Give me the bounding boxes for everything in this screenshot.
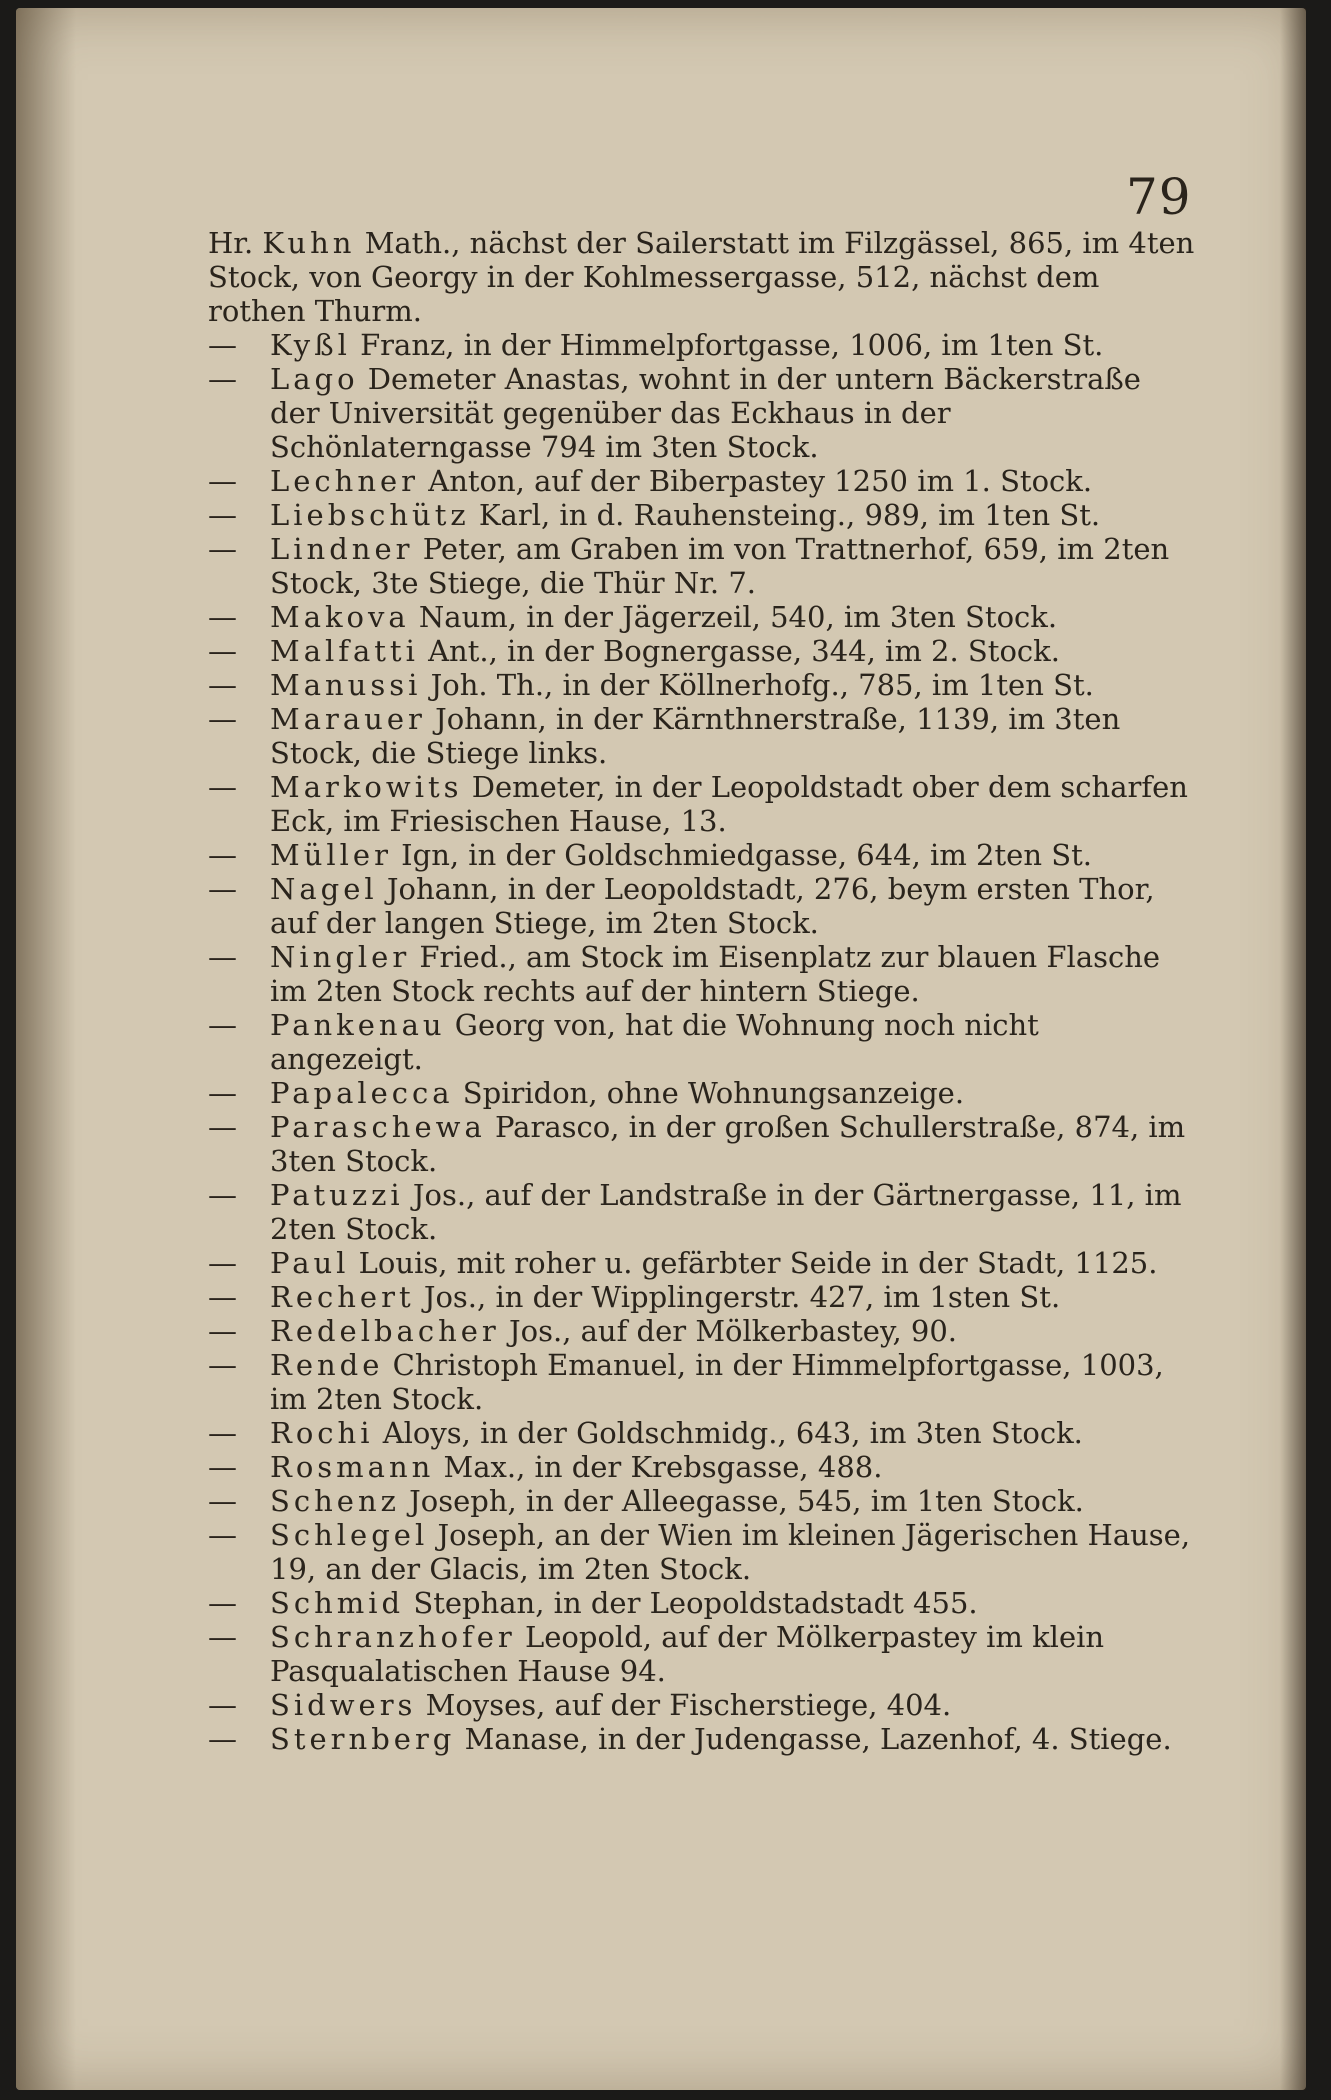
entry-name: Makova bbox=[270, 600, 410, 634]
entry-text: Naum, in der Jägerzeil, 540, im 3ten Stock. bbox=[418, 600, 1058, 634]
entry-dash: — bbox=[208, 498, 237, 532]
entry-text: Manase, in der Judengasse, Lazenhof, 4. Stiege. bbox=[464, 1722, 1172, 1756]
directory-entry bbox=[208, 1586, 1198, 1620]
entry-name: Lechner bbox=[270, 464, 420, 498]
entry-text: Johann, in der Kärnthnerstraße, 1139, im 3ten Stock, die Stiege links. bbox=[270, 702, 1121, 770]
entry-dash: — bbox=[208, 600, 237, 634]
book-page bbox=[16, 8, 1306, 2090]
entry-text: Franz, in der Himmelpfortgasse, 1006, im 1ten St. bbox=[360, 328, 1104, 362]
entry-prefix: Hr. bbox=[208, 226, 254, 260]
entry-text: Anton, auf der Biberpastey 1250 im 1. Stock. bbox=[428, 464, 1093, 498]
entry-name: Müller bbox=[270, 838, 392, 872]
entry-name: Schlegel bbox=[270, 1518, 429, 1552]
entry-dash: — bbox=[208, 770, 237, 804]
directory-entry bbox=[208, 1620, 1198, 1688]
entry-name: Patuzzi bbox=[270, 1178, 404, 1212]
entry-text: Jos., in der Wipplingerstr. 427, im 1sten St. bbox=[423, 1280, 1061, 1314]
entry-text: Moyses, auf der Fischerstiege, 404. bbox=[425, 1688, 952, 1722]
directory-entry bbox=[208, 328, 1198, 362]
entry-name: Lago bbox=[270, 362, 359, 396]
entry-name: Liebschütz bbox=[270, 498, 470, 532]
directory-entry bbox=[208, 1688, 1198, 1722]
entry-text: Math., nächst der Sailerstatt im Filzgässel, 865, im 4ten Stock, von Georgy in der Kohlmessergasse, 512, nächst dem rothen Thurm. bbox=[208, 226, 1195, 328]
entry-text: Karl, in d. Rauhensteing., 989, im 1ten St. bbox=[478, 498, 1101, 532]
entry-text: Aloys, in der Goldschmidg., 643, im 3ten Stock. bbox=[382, 1416, 1083, 1450]
entry-text: Max., in der Krebsgasse, 488. bbox=[443, 1450, 883, 1484]
page-gutter-shadow bbox=[16, 8, 76, 2090]
entry-name: Rende bbox=[270, 1348, 384, 1382]
directory-entry bbox=[208, 600, 1198, 634]
directory-entry bbox=[208, 362, 1198, 464]
entry-dash: — bbox=[208, 1076, 237, 1110]
entry-dash: — bbox=[208, 362, 237, 396]
directory-entry bbox=[208, 1348, 1198, 1416]
entry-text: Fried., am Stock im Eisenplatz zur blauen Flasche im 2ten Stock rechts auf der hintern Stiege. bbox=[270, 940, 1161, 1008]
entry-name: Schmid bbox=[270, 1586, 405, 1620]
entry-text: Peter, am Graben im von Trattnerhof, 659, im 2ten Stock, 3te Stiege, die Thür Nr. 7. bbox=[270, 532, 1170, 600]
directory-entry bbox=[208, 1450, 1198, 1484]
directory-entry bbox=[208, 872, 1198, 940]
entry-text: Demeter, in der Leopoldstadt ober dem scharfen Eck, im Friesischen Hause, 13. bbox=[270, 770, 1188, 838]
directory-entry bbox=[208, 1314, 1198, 1348]
entry-text: Ign, in der Goldschmiedgasse, 644, im 2ten St. bbox=[401, 838, 1092, 872]
entry-name: Paul bbox=[270, 1246, 350, 1280]
entry-dash: — bbox=[208, 1280, 237, 1314]
directory-entry bbox=[208, 770, 1198, 838]
entry-name: Marauer bbox=[270, 702, 426, 736]
entry-name: Sidwers bbox=[270, 1688, 417, 1722]
entry-dash: — bbox=[208, 1314, 237, 1348]
directory-entry bbox=[208, 1518, 1198, 1586]
entry-text: Jos., auf der Mölkerbastey, 90. bbox=[509, 1314, 958, 1348]
entry-dash: — bbox=[208, 634, 237, 668]
entry-name: Ningler bbox=[270, 940, 411, 974]
entry-dash: — bbox=[208, 1688, 237, 1722]
page-edge bbox=[1280, 8, 1306, 2090]
entry-dash: — bbox=[208, 1246, 237, 1280]
directory-entry bbox=[208, 464, 1198, 498]
directory-entry bbox=[208, 1416, 1198, 1450]
entry-text: Ant., in der Bognergasse, 344, im 2. Stock. bbox=[428, 634, 1060, 668]
directory-entry bbox=[208, 838, 1198, 872]
entry-name: Rosmann bbox=[270, 1450, 435, 1484]
entry-name: Sternberg bbox=[270, 1722, 456, 1756]
entry-text: Joh. Th., in der Köllnerhofg., 785, im 1ten St. bbox=[430, 668, 1094, 702]
entry-name: Schranzhofer bbox=[270, 1620, 516, 1654]
directory-entry bbox=[208, 1008, 1198, 1076]
directory-entry bbox=[208, 1484, 1198, 1518]
entry-name: Lindner bbox=[270, 532, 414, 566]
entry-dash: — bbox=[208, 328, 237, 362]
entry-text: Joseph, in der Alleegasse, 545, im 1ten Stock. bbox=[409, 1484, 1084, 1518]
entry-dash: — bbox=[208, 1416, 237, 1450]
directory-entry bbox=[208, 940, 1198, 1008]
entry-dash: — bbox=[208, 1178, 237, 1212]
entry-dash: — bbox=[208, 1450, 237, 1484]
entry-name: Malfatti bbox=[270, 634, 419, 668]
entry-text: Louis, mit roher u. gefärbter Seide in der Stadt, 1125. bbox=[358, 1246, 1158, 1280]
entry-text: Demeter Anastas, wohnt in der untern Bäckerstraße der Universität gegenüber das Eckhaus in der Schönlaterngasse 794 im 3ten Stock. bbox=[270, 362, 1141, 464]
directory-entry bbox=[208, 702, 1198, 770]
entry-text: Leopold, auf der Mölkerpastey im klein Pasqualatischen Hause 94. bbox=[270, 1620, 1105, 1688]
directory-entries bbox=[208, 226, 1198, 1756]
entry-text: Johann, in der Leopoldstadt, 276, beym ersten Thor, auf der langen Stiege, im 2ten Stock. bbox=[270, 872, 1155, 940]
entry-dash: — bbox=[208, 668, 237, 702]
entry-name: Schenz bbox=[270, 1484, 400, 1518]
entry-name: Manussi bbox=[270, 668, 422, 702]
entry-dash: — bbox=[208, 532, 237, 566]
entry-text: Joseph, an der Wien im kleinen Jägerischen Hause, 19, an der Glacis, im 2ten Stock. bbox=[270, 1518, 1191, 1586]
directory-entry bbox=[208, 532, 1198, 600]
entry-text: Georg von, hat die Wohnung noch nicht angezeigt. bbox=[270, 1008, 1039, 1076]
directory-entry bbox=[208, 1110, 1198, 1178]
entry-dash: — bbox=[208, 1008, 237, 1042]
entry-dash: — bbox=[208, 702, 237, 736]
entry-name: Rechert bbox=[270, 1280, 415, 1314]
entry-dash: — bbox=[208, 1518, 237, 1552]
directory-entry bbox=[208, 634, 1198, 668]
entry-name: Papalecca bbox=[270, 1076, 454, 1110]
entry-name: Kyßl bbox=[270, 328, 351, 362]
entry-text: Parasco, in der großen Schullerstraße, 874, im 3ten Stock. bbox=[270, 1110, 1186, 1178]
entry-name: Pankenau bbox=[270, 1008, 446, 1042]
entry-name: Rochi bbox=[270, 1416, 374, 1450]
directory-entry bbox=[208, 498, 1198, 532]
directory-entry bbox=[208, 226, 1198, 328]
entry-dash: — bbox=[208, 464, 237, 498]
entry-dash: — bbox=[208, 940, 237, 974]
directory-entry bbox=[208, 668, 1198, 702]
entry-name: Nagel bbox=[270, 872, 378, 906]
entry-dash: — bbox=[208, 1620, 237, 1654]
entry-name: Paraschewa bbox=[270, 1110, 486, 1144]
entry-dash: — bbox=[208, 1722, 237, 1756]
directory-entry bbox=[208, 1246, 1198, 1280]
entry-dash: — bbox=[208, 1586, 237, 1620]
directory-entry bbox=[208, 1280, 1198, 1314]
entry-dash: — bbox=[208, 1484, 237, 1518]
entry-name: Kuhn bbox=[262, 226, 356, 260]
entry-dash: — bbox=[208, 872, 237, 906]
directory-entry bbox=[208, 1076, 1198, 1110]
entry-text: Jos., auf der Landstraße in der Gärtnergasse, 11, im 2ten Stock. bbox=[270, 1178, 1182, 1246]
entry-dash: — bbox=[208, 1348, 237, 1382]
page-number: 79 bbox=[1126, 168, 1192, 226]
entry-dash: — bbox=[208, 838, 237, 872]
directory-entry bbox=[208, 1722, 1198, 1756]
entry-name: Redelbacher bbox=[270, 1314, 500, 1348]
entry-text: Christoph Emanuel, in der Himmelpfortgasse, 1003, im 2ten Stock. bbox=[270, 1348, 1164, 1416]
directory-entry bbox=[208, 1178, 1198, 1246]
entry-dash: — bbox=[208, 1110, 237, 1144]
entry-name: Markowits bbox=[270, 770, 463, 804]
entry-text: Spiridon, ohne Wohnungsanzeige. bbox=[462, 1076, 965, 1110]
entry-text: Stephan, in der Leopoldstadstadt 455. bbox=[413, 1586, 978, 1620]
